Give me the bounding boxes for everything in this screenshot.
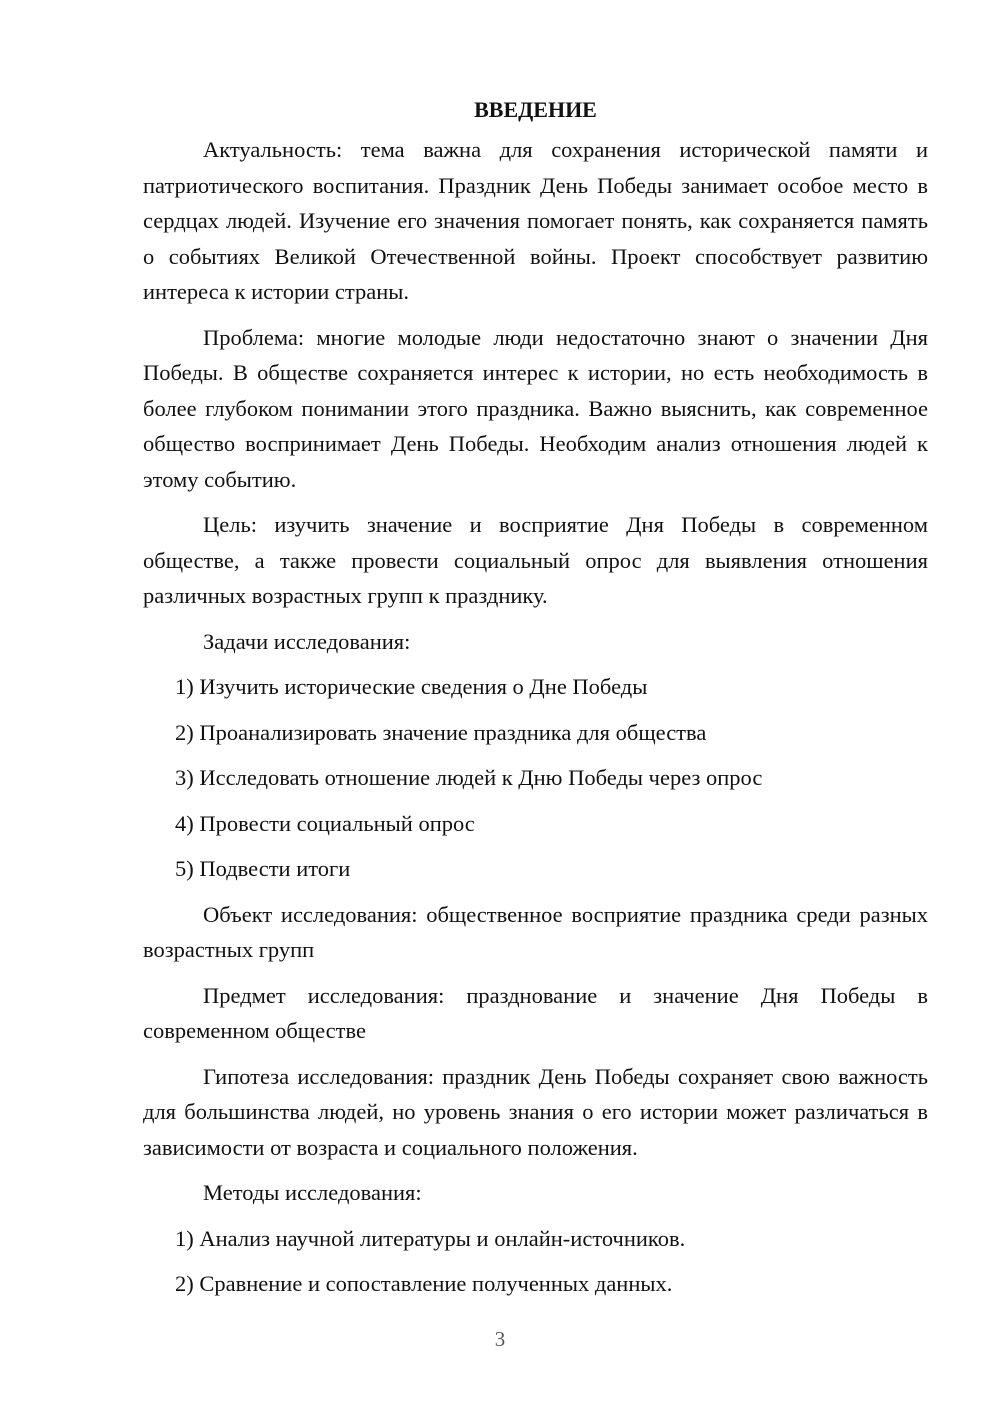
document-page [143, 92, 928, 1312]
subject-paragraph: Предмет исследования: празднование и значение Дня Победы в современном обществе [143, 982, 928, 1043]
method-item: 2) Сравнение и сопоставление полученных данных. [175, 1271, 673, 1296]
task-item: 1) Изучить исторические сведения о Дне Победы [175, 674, 648, 699]
task-item: 5) Подвести итоги [175, 856, 351, 881]
task-item: 4) Провести социальный опрос [175, 810, 475, 836]
goal-paragraph: Цель: изучить значение и восприятие Дня Победы в современном обществе, а также провести социальный опрос для выявления отношения различных возрастных групп к празднику. [143, 512, 928, 608]
page-number: 3 [494, 1327, 506, 1351]
task-item: 2) Проанализировать значение праздника для общества [175, 719, 707, 745]
hypothesis-paragraph: Гипотеза исследования: праздник День Победы сохраняет свою важность для большинства людей, но уровень знания о его истории может различаться в зависимости от возраста и социального положения. [143, 1063, 928, 1160]
method-item: 1) Анализ научной литературы и онлайн-источников. [175, 1225, 686, 1251]
section-heading: ВВЕДЕНИЕ [474, 97, 597, 122]
methods-title: Методы исследования: [203, 1180, 422, 1205]
tasks-title: Задачи исследования: [203, 628, 411, 654]
relevance-paragraph: Актуальность: тема важна для сохранения исторической памяти и патриотического воспитания. Праздник День Победы занимает особое место в сердцах людей. Изучение его значения помогает понять, как сохраняется память о событиях Великой Отечественной войны. Проект способствует развитию интереса к истории страны. [143, 137, 928, 304]
object-paragraph: Объект исследования: общественное восприятие праздника среди разных возрастных групп [143, 901, 928, 962]
problem-paragraph: Проблема: многие молодые люди недостаточно знают о значении Дня Победы. В обществе сохраняется интерес к истории, но есть необходимость в более глубоком понимании этого праздника. Важно выяснить, как современное общество воспринимает День Победы. Необходим анализ отношения людей к этому событию. [143, 324, 928, 492]
task-item: 3) Исследовать отношение людей к Дню Победы через опрос [175, 765, 763, 790]
